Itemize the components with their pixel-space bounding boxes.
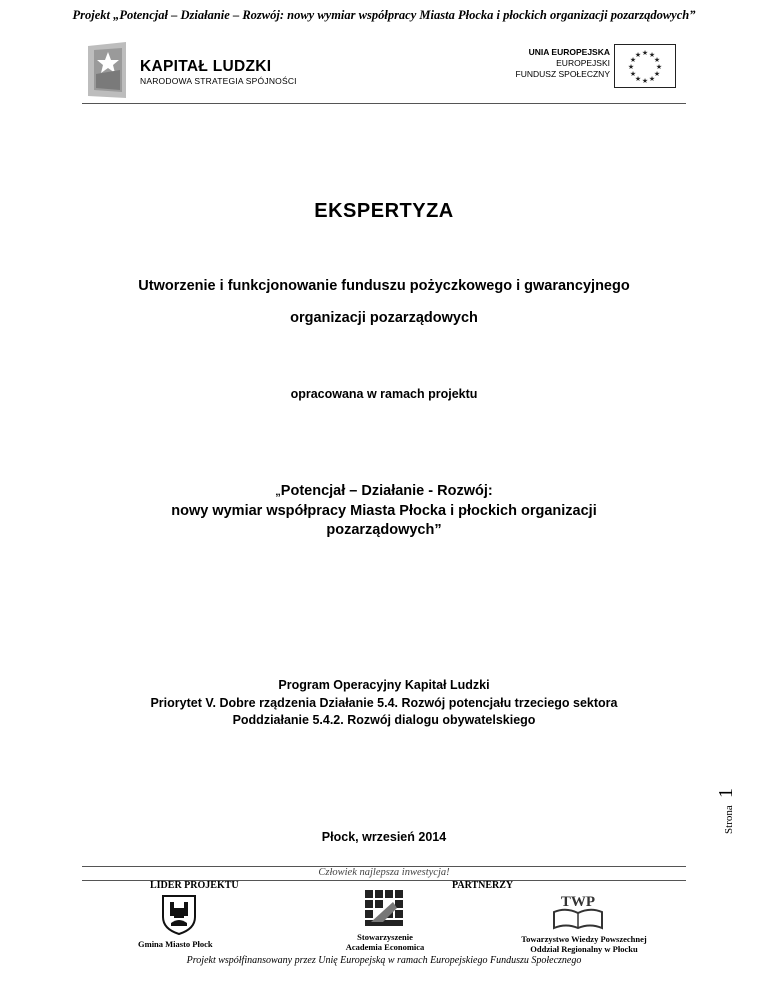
kapital-ludzki-title: KAPITAŁ LUDZKI [140,58,272,75]
subtitle-line1: Utworzenie i funkcjonowanie funduszu pożyczkowego i gwarancyjnego [138,278,630,294]
partner1-line1: Stowarzyszenie [357,932,413,942]
subtitle-line2: organizacji pozarządowych [290,310,478,326]
page-number: 1 [715,788,737,798]
program-line1: Program Operacyjny Kapitał Ludzki [278,678,490,692]
place-and-date: Płock, wrzesień 2014 [321,830,447,844]
eu-line1: UNIA EUROPEJSKA [528,47,610,57]
program-line3: Poddziałanie 5.4.2. Rozwój dialogu obywatelskiego [232,713,536,727]
twp-logo [550,890,606,932]
svg-text:★: ★ [653,70,661,78]
program-line2: Priorytet V. Dobre rządzenia Działanie 5.4. Rozwój potencjału trzeciego sektora [150,695,618,710]
slogan: Człowiek najlepsza inwestycja! [318,867,450,878]
leader-name: Gmina Miasto Płock [138,939,213,949]
partner1-line2: Academia Economica [345,942,425,952]
document-title: EKSPERTYZA [314,200,454,222]
partner2-line1: Towarzystwo Wiedzy Powszechnej [521,934,647,944]
running-header: Projekt „Potencjał – Działanie – Rozwój: nowy wymiar współpracy Miasta Płocka i płockich organizacji pozarządowych” [72,8,696,22]
svg-text:★: ★ [634,51,642,59]
svg-text:★: ★ [653,56,661,64]
kapital-ludzki-subtitle: NARODOWA STRATEGIA SPÓJNOŚCI [140,76,297,86]
eu-logo-text [496,47,610,80]
svg-text:★: ★ [648,75,656,83]
partner2-line2: Oddział Regionalny w Płocku [530,944,638,954]
svg-text:★: ★ [629,70,637,78]
svg-text:★: ★ [641,49,649,57]
svg-text:★: ★ [655,63,663,71]
svg-text:★: ★ [627,63,635,71]
eu-line3: FUNDUSZ SPOŁECZNY [515,69,610,79]
page-label: Strona [723,805,735,834]
cofinancing-note: Projekt współfinansowany przez Unię Europejską w ramach Europejskiego Funduszu Społecznego [186,955,582,966]
partner1-name [320,932,450,952]
eu-flag-icon [614,44,676,88]
prepared-in-text: opracowana w ramach projektu [290,387,478,401]
partners-label: PARTNERZY [452,880,514,891]
svg-text:★: ★ [634,75,642,83]
leader-label: LIDER PROJEKTU [150,880,239,891]
page-number-marker [712,780,740,844]
svg-text:★: ★ [629,56,637,64]
opening-quote: „ [275,486,281,498]
svg-text:★: ★ [641,77,649,85]
program-info [0,677,768,730]
project-name-line3: pozarządowych” [326,522,442,538]
eu-line2: EUROPEJSKI [556,58,610,68]
academia-economica-logo [363,888,409,932]
twp-logo-text: TWP [560,894,596,910]
partner2-name [494,934,674,954]
header-divider [82,103,686,104]
project-line1-text: Potencjał – Działanie - Rozwój: [280,483,493,499]
project-name [0,482,768,540]
svg-text:★: ★ [648,51,656,59]
project-name-line2: nowy wymiar współpracy Miasta Płocka i płockich organizacji [171,503,597,519]
plock-crest-icon [160,893,198,935]
project-name-line1 [0,482,768,502]
